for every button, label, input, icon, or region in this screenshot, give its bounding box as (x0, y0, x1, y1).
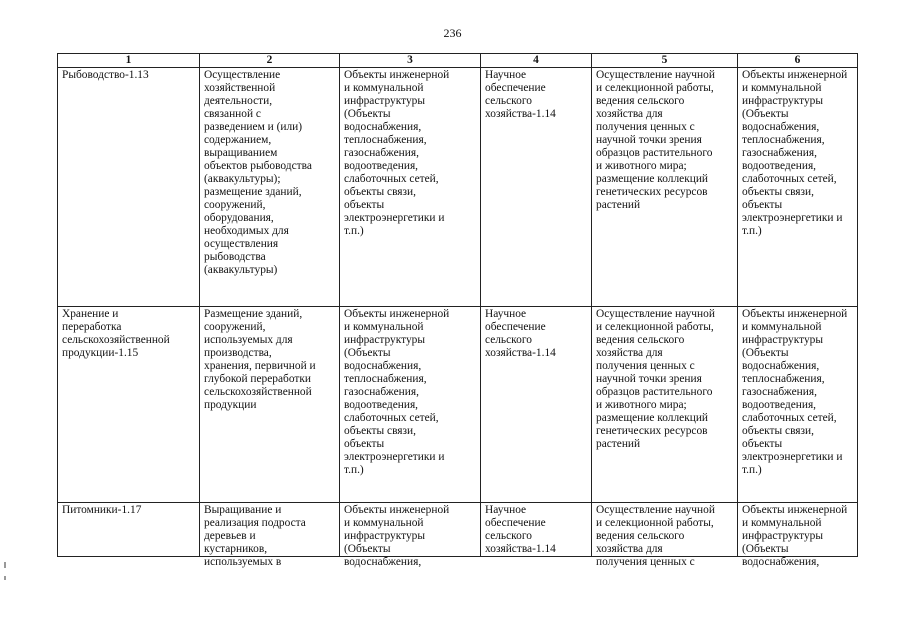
table-cell: Объекты инженерной и коммунальной инфраструктуры (Объекты водоснабжения, теплоснабжения, газоснабжения, водоотведения, слаботочных сетей, объекты связи, объекты электроэнергетики и т.п.) (340, 68, 481, 307)
cell-text: Выращивание и реализация подроста деревьев и кустарников, используемых в (204, 504, 306, 568)
cell-text: Объекты инженерной и коммунальной инфраструктуры (Объекты водоснабжения, (344, 504, 450, 568)
table-cell: Рыбоводство-1.13 (58, 68, 200, 307)
table-cell: Осуществление хозяйственной деятельности, связанной с разведением и (или) содержанием, выращиванием объектов рыбоводства (аквакультуры); размещение зданий, сооружений, оборудования, необходимых для осуществления рыбоводства (аквакультуры) (200, 68, 340, 307)
table-cell: Осуществление научной и селекционной работы, ведения сельского хозяйства для получения ценных с научной точки зрения образцов растительного и животного мира; размещение коллекций генетических ресурсов растений (592, 307, 738, 503)
table-cell-clipped (58, 503, 200, 557)
table-row (58, 503, 858, 557)
margin-scan-mark (4, 562, 6, 568)
margin-scan-mark (4, 576, 6, 580)
table-cell: Объекты инженерной и коммунальной инфраструктуры (Объекты водоснабжения, теплоснабжения, газоснабжения, водоотведения, слаботочных сетей, объекты связи, объекты электроэнергетики и т.п.) (738, 68, 858, 307)
cell-text: Объекты инженерной и коммунальной инфраструктуры (Объекты водоснабжения, (742, 504, 848, 568)
page-number: 236 (443, 26, 462, 40)
table-cell: Хранение и переработка сельскохозяйственной продукции-1.15 (58, 307, 200, 503)
column-header: 5 (592, 54, 738, 68)
table-cell: Объекты инженерной и коммунальной инфраструктуры (Объекты водоснабжения, теплоснабжения, газоснабжения, водоотведения, слаботочных сетей, объекты связи, объекты электроэнергетики и т.п.) (340, 307, 481, 503)
table-cell-clipped (340, 503, 481, 568)
table-row (58, 307, 858, 503)
cell-text: Научное обеспечение сельского хозяйства-1.14 (485, 504, 556, 555)
land-use-table (57, 53, 858, 568)
table-cell: Научное обеспечение сельского хозяйства-1.14 (481, 68, 592, 307)
column-header: 4 (481, 54, 592, 68)
table-header-row (58, 54, 858, 68)
column-header: 2 (200, 54, 340, 68)
table-cell: Научное обеспечение сельского хозяйства-1.14 (481, 307, 592, 503)
cell-text: Питомники-1.17 (62, 504, 142, 516)
column-header: 6 (738, 54, 858, 68)
table-cell-clipped (200, 503, 340, 568)
table-cell-clipped (592, 503, 738, 568)
table-cell-clipped (481, 503, 592, 557)
table-cell: Осуществление научной и селекционной работы, ведения сельского хозяйства для получения ценных с научной точки зрения образцов растительного и животного мира; размещение коллекций генетических ресурсов растений (592, 68, 738, 307)
table-cell: Объекты инженерной и коммунальной инфраструктуры (Объекты водоснабжения, теплоснабжения, газоснабжения, водоотведения, слаботочных сетей, объекты связи, объекты электроэнергетики и т.п.) (738, 307, 858, 503)
table-cell: Размещение зданий, сооружений, используемых для производства, хранения, первичной и глубокой переработки сельскохозяйственной продукции (200, 307, 340, 503)
column-header: 1 (58, 54, 200, 68)
table-row (58, 68, 858, 307)
cell-text: Осуществление научной и селекционной работы, ведения сельского хозяйства для получения ценных с (596, 504, 715, 568)
column-header: 3 (340, 54, 481, 68)
table-cell-clipped (738, 503, 858, 568)
